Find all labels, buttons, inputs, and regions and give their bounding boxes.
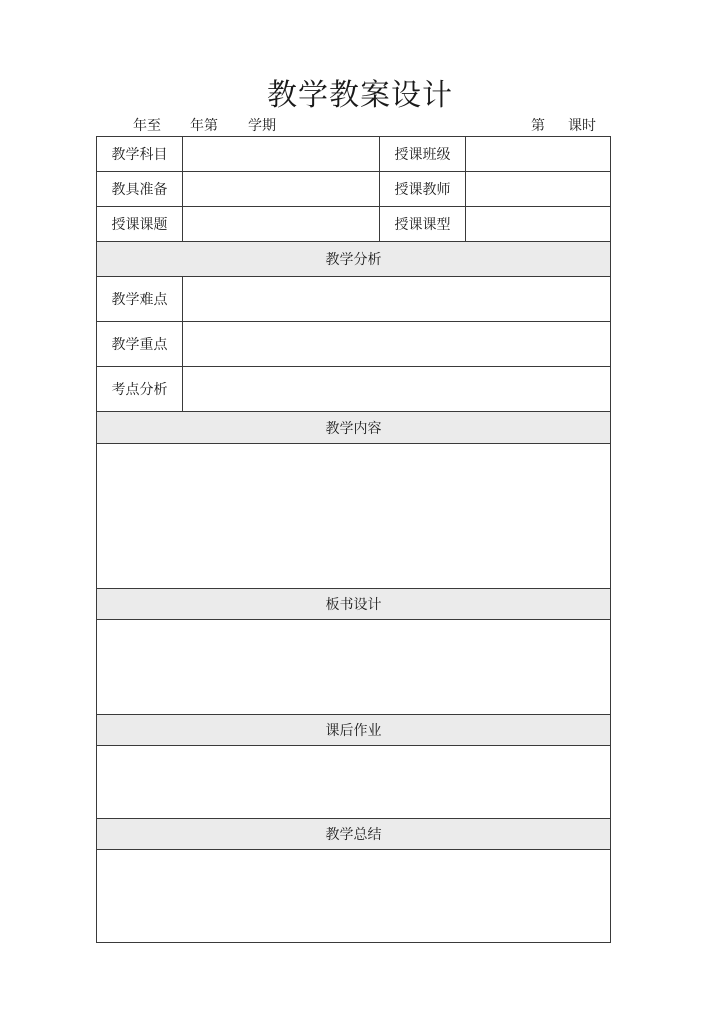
- subheader-year-nth: 年第: [190, 118, 218, 134]
- section-header-homework: 课后作业: [97, 715, 611, 746]
- value-exam-points: [183, 367, 611, 412]
- section-body-content: [97, 444, 611, 589]
- section-body-blackboard: [97, 620, 611, 715]
- label-key-points: 教学重点: [97, 322, 183, 367]
- value-teaching-aids: [183, 172, 380, 207]
- subheader-year-to: 年至: [133, 118, 161, 134]
- section-body-homework: [97, 746, 611, 819]
- section-body-summary: [97, 850, 611, 943]
- value-lesson-type: [466, 207, 611, 242]
- section-header-summary: 教学总结: [97, 819, 611, 850]
- label-difficulties: 教学难点: [97, 277, 183, 322]
- value-topic: [183, 207, 380, 242]
- lesson-plan-table: [96, 136, 611, 943]
- page-title: 教学教案设计: [267, 78, 453, 113]
- value-key-points: [183, 322, 611, 367]
- section-header-analysis: 教学分析: [97, 242, 611, 277]
- section-header-content: 教学内容: [97, 412, 611, 444]
- value-teacher: [466, 172, 611, 207]
- subheader-class-hours: 课时: [568, 118, 596, 134]
- value-subject: [183, 137, 380, 172]
- label-subject: 教学科目: [97, 137, 183, 172]
- label-topic: 授课课题: [97, 207, 183, 242]
- subheader-semester: 学期: [248, 118, 276, 134]
- label-exam-points: 考点分析: [97, 367, 183, 412]
- label-class: 授课班级: [380, 137, 466, 172]
- label-lesson-type: 授课课型: [380, 207, 466, 242]
- subheader-nth: 第: [531, 118, 545, 134]
- value-difficulties: [183, 277, 611, 322]
- section-header-blackboard: 板书设计: [97, 589, 611, 620]
- label-teacher: 授课教师: [380, 172, 466, 207]
- value-class: [466, 137, 611, 172]
- label-teaching-aids: 教具准备: [97, 172, 183, 207]
